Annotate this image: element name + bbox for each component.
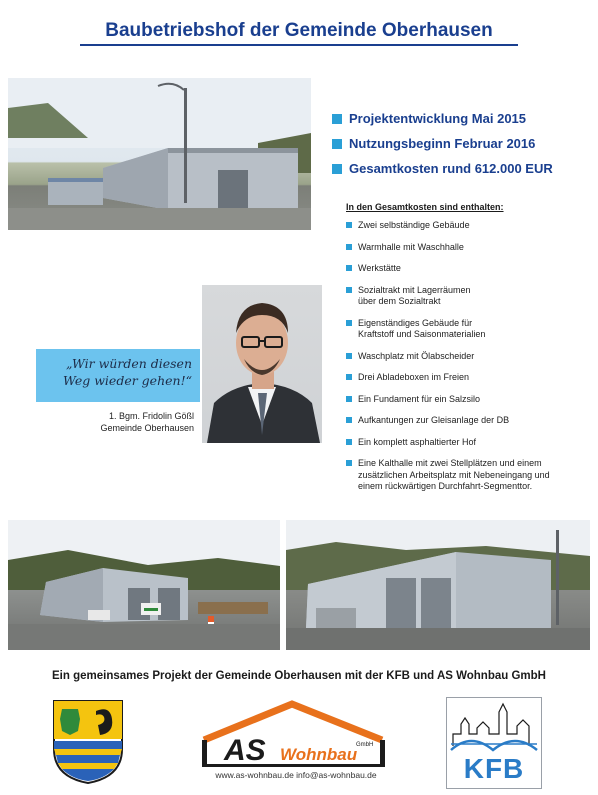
footer-project-line: Ein gemeinsames Projekt der Gemeinde Oberhausen mit der KFB und AS Wohnbau GmbH [52,670,546,682]
fact-project-development [332,111,526,126]
fact-total-cost [332,161,553,176]
bullet-square-icon [332,164,342,174]
list-item-text: Drei Abladeboxen im Freien [358,372,470,382]
list-item [346,415,591,427]
list-item [346,437,591,449]
list-item [346,220,591,232]
list-item-text: Werkstätte [358,263,401,273]
bullet-square-icon [332,114,342,124]
fact-text: Gesamtkosten rund 612.000 EUR [349,161,553,176]
photo-building-hall [8,78,311,230]
bullet-square-icon [346,320,352,326]
bullet-square-icon [346,417,352,423]
quote-signature: 1. Bgm. Fridolin Gößl Gemeinde Oberhausen [100,411,194,433]
as-wohnbau-web-contact: www.as-wohnbau.de info@as-wohnbau.de [215,770,377,780]
bullet-square-icon [346,287,352,293]
quote-text: „Wir würden diesen Weg wieder gehen!“ [63,356,192,388]
list-item-text: Ein Fundament für ein Salzsilo [358,393,481,404]
list-item-text: Eigenständiges Gebäude für Kraftstoff und Saisonmaterialien [358,317,486,339]
list-item [346,285,591,308]
list-item [346,318,591,341]
kfb-logo [446,697,542,789]
bullet-square-icon [346,396,352,402]
list-item-text: Ein komplett asphaltierter Hof [358,436,477,447]
photo-building-yard [8,520,280,650]
list-item [346,351,591,363]
bullet-square-icon [332,139,342,149]
kfb-bridge-illustration [447,698,541,754]
list-item [346,242,591,254]
list-item-text: Warmhalle mit Waschhalle [358,241,464,252]
as-roof-illustration [196,700,392,770]
bullet-square-icon [346,460,352,466]
list-item-text: Zwei selbständige Gebäude [358,220,470,230]
hall-illustration [8,78,311,230]
title-underline [80,44,518,46]
portrait-illustration [202,285,322,443]
included-list [346,220,591,503]
bullet-square-icon [346,439,352,445]
included-heading: In den Gesamtkosten sind enthalten: [346,202,504,212]
yard-illustration [8,520,280,650]
bullet-square-icon [346,374,352,380]
portrait-photo [202,285,322,443]
fact-text: Nutzungsbeginn Februar 2016 [349,136,536,151]
fact-text: Projektentwicklung Mai 2015 [349,111,527,126]
bullet-square-icon [346,353,352,359]
list-item [346,458,591,493]
fact-usage-start [332,136,535,151]
bullet-square-icon [346,265,352,271]
list-item [346,372,591,384]
cold-hall-illustration [286,520,590,650]
list-item [346,394,591,406]
quote-box [36,349,200,402]
list-item-text: Sozialtrakt mit Lagerräumen über dem Sozialtrakt [358,284,471,306]
photo-cold-hall [286,520,590,650]
as-letters: AS [224,734,266,767]
bullet-square-icon [346,244,352,250]
coat-of-arms-logo [52,699,124,785]
as-word: Wohnbau [280,745,358,764]
list-item-text: Eine Kalthalle mit zwei Stellplätzen und einem zusätzlichen Arbeitsplatz mit Nebeneingang und einem rückwärtigen Durchfahrt-Segmenttor. [358,458,550,491]
list-item [346,263,591,275]
list-item-text: Waschplatz mit Ölabscheider [358,350,475,361]
bullet-square-icon [346,222,352,228]
kfb-text: KFB [463,753,525,784]
as-gmbh: GmbH [356,742,374,748]
page-title: Baubetriebshof der Gemeinde Oberhausen [105,20,493,41]
list-item-text: Aufkantungen zur Gleisanlage der DB [358,415,510,425]
